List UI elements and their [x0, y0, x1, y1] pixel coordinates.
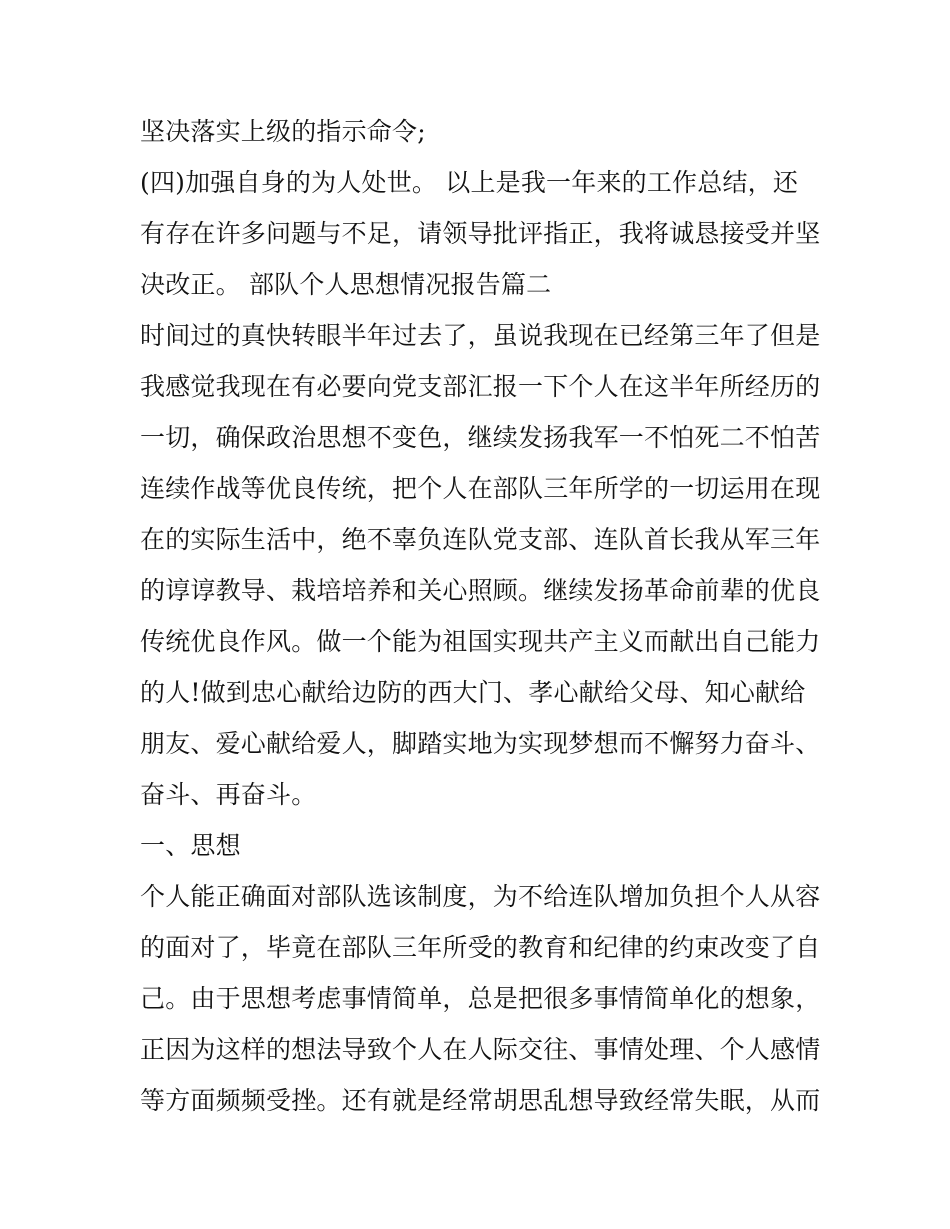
text-line: 正因为这样的想法导致个人在人际交往、事情处理、个人感情 [140, 1035, 821, 1064]
text-line: 个人能正确面对部队选该制度，为不给连队增加负担个人从容 [140, 882, 821, 911]
section-heading: 一、思想 [140, 831, 241, 860]
text-line: 己。由于思想考虑事情简单，总是把很多事情简单化的想象， [140, 984, 821, 1013]
text-line: 奋斗、再奋斗。 [140, 780, 317, 809]
text-line: 朋友、爱心献给爱人，脚踏实地为实现梦想而不懈努力奋斗、 [140, 729, 821, 758]
text-line: 我感觉我现在有必要向党支部汇报一下个人在这半年所经历的 [140, 372, 821, 401]
text-line: 等方面频频受挫。还有就是经常胡思乱想导致经常失眠，从而 [140, 1086, 821, 1115]
text-line: 的谆谆教导、栽培培养和关心照顾。继续发扬革命前辈的优良 [140, 576, 821, 605]
text-line: 连续作战等优良传统，把个人在部队三年所学的一切运用在现 [140, 474, 821, 503]
text-line: 坚决落实上级的指示命令; [140, 117, 426, 146]
text-line: 传统优良作风。做一个能为祖国实现共产主义而献出自己能力 [140, 627, 821, 656]
body-text [140, 106, 820, 1126]
text-line: (四)加强自身的为人处世。 以上是我一年来的工作总结，还 [140, 168, 799, 197]
text-line: 在的实际生活中，绝不辜负连队党支部、连队首长我从军三年 [140, 525, 821, 554]
text-line: 有存在许多问题与不足，请领导批评指正，我将诚恳接受并坚 [140, 219, 821, 248]
text-line: 一切，确保政治思想不变色，继续发扬我军一不怕死二不怕苦 [140, 423, 821, 452]
text-line: 决改正。 部队个人思想情况报告篇二 [140, 270, 552, 299]
text-line: 的人!做到忠心献给边防的西大门、孝心献给父母、知心献给 [140, 678, 806, 707]
text-line: 的面对了，毕竟在部队三年所受的教育和纪律的约束改变了自 [140, 933, 821, 962]
text-line: 时间过的真快转眼半年过去了，虽说我现在已经第三年了但是 [140, 321, 821, 350]
